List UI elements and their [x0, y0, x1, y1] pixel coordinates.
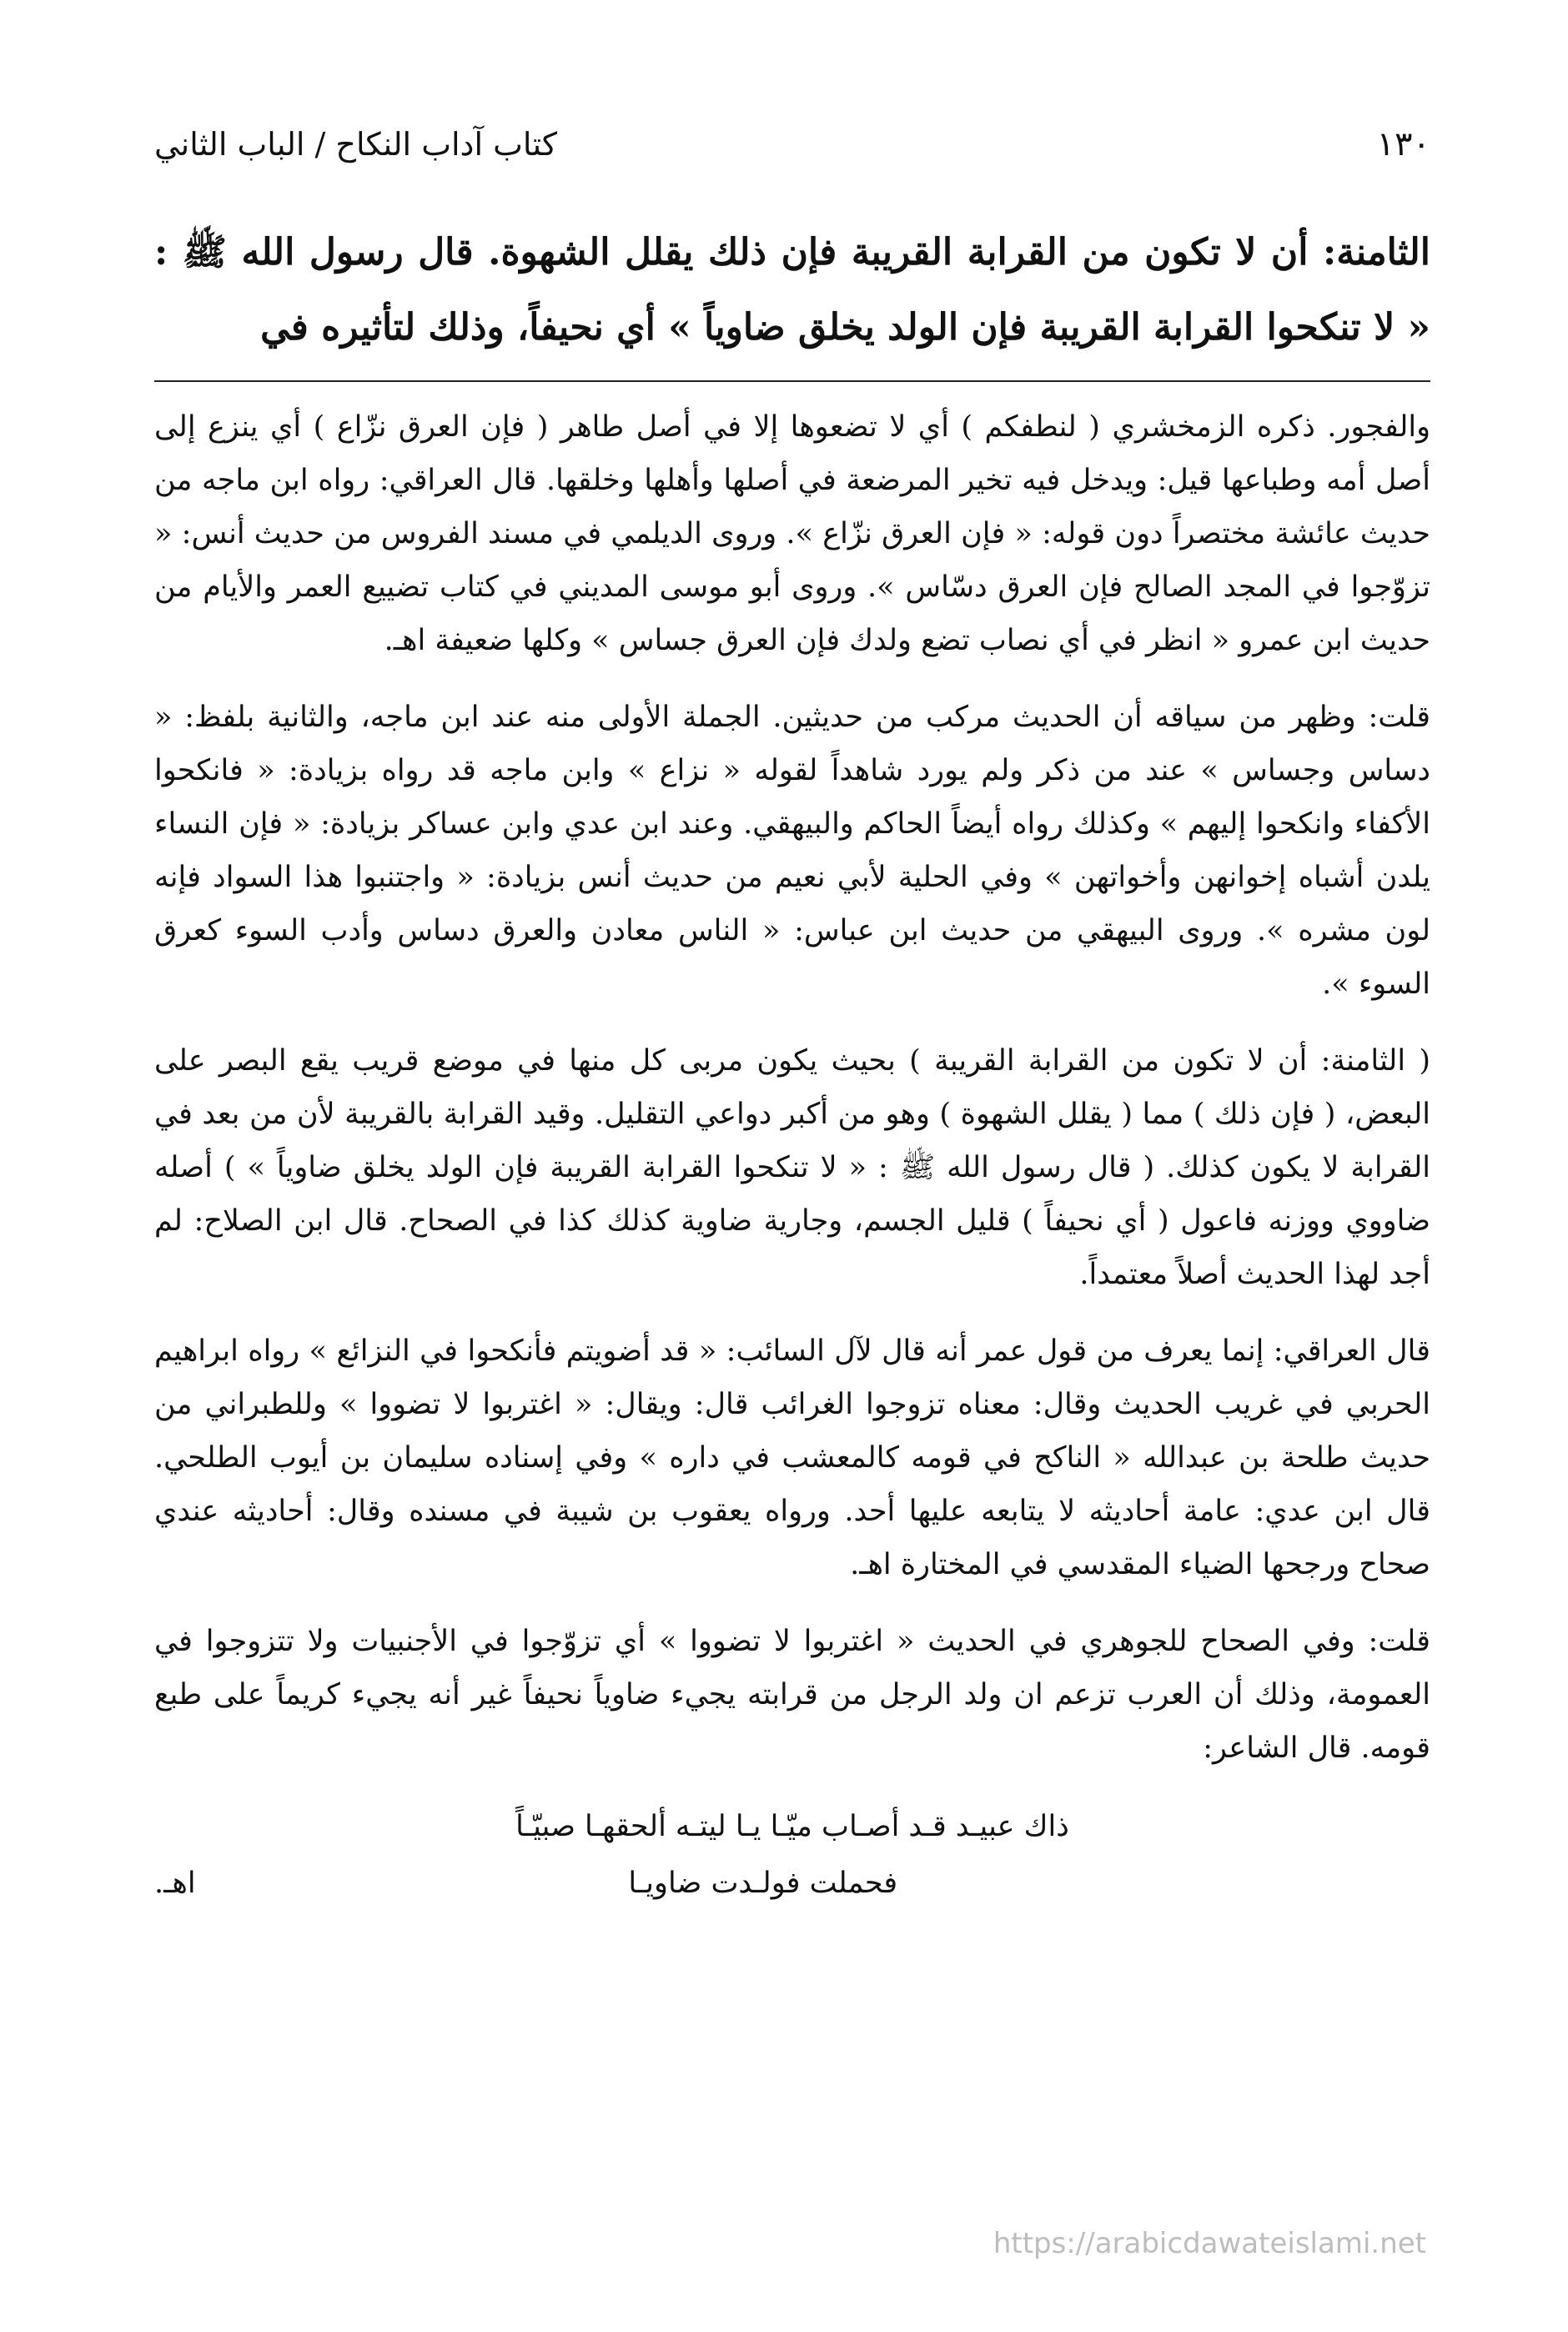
poem-ending: اهـ. [154, 1867, 196, 1900]
separator-rule [154, 380, 1430, 382]
main-text-body: أن لا تكون من القرابة القريبة فإن ذلك يقلل الشهوة. قال رسول الله ﷺ : « لا تنكحوا القرابة القريبة فإن الولد يخلق ضاوياً » أي نحيفاً، وذلك لتأثيره في [154, 231, 1430, 349]
running-title: كتاب آداب النكاح / الباب الثاني [154, 126, 557, 163]
poem-line: فحملت فولـدت ضاويـا [628, 1867, 898, 1900]
poem-line-row [154, 1855, 1430, 1912]
commentary-paragraph: ( الثامنة: أن لا تكون من القرابة القريبة ) بحيث يكون مربى كل منها في موضع قريب يقع البصر على البعض، ( فإن ذلك ) مما ( يقلل الشهوة ) وهو من أكبر دواعي التقليل. وقيد القرابة بالقريبة لأن من بعد في القرابة لا يكون كذلك. ( قال رسول الله ﷺ : « لا تنكحوا القرابة القريبة فإن الولد يخلق ضاوياً » ) أصله ضاووي ووزنه فاعول ( أي نحيفاً ) قليل الجسم، وجارية ضاوية كذلك كذا في الصحاح. قال ابن الصلاح: لم أجد لهذا الحديث أصلاً معتمداً. [154, 1044, 1430, 1291]
poem-line: ذاك عبيـد قـد أصـاب ميّـا يـا ليتـه ألحقهـا صبيّـاً [515, 1810, 1069, 1843]
page-header [154, 125, 1430, 200]
main-text-lead: الثامنة: [1323, 231, 1430, 274]
commentary-paragraph: قلت: وفي الصحاح للجوهري في الحديث « اغتربوا لا تضووا » أي تزوّجوا في الأجنبيات ولا تتزوجوا في العمومة، وذلك أن العرب تزعم ان ولد الرجل من قرابته يجيء ضاوياً نحيفاً غير أنه يجيء كريماً على طبع قومه. قال الشاعر: [154, 1625, 1430, 1765]
commentary-paragraph: قال العراقي: إنما يعرف من قول عمر أنه قال لآل السائب: « قد أضويتم فأنكحوا في النزائع » رواه ابراهيم الحربي في غريب الحديث وقال: معناه تزوجوا الغرائب قال: ويقال: « اغتربوا لا تضووا » وللطبراني من حديث طلحة بن عبدالله « الناكح في قومه كالمعشب في داره » وفي إسناده سليمان بن أيوب الطلحي. قال ابن عدي: عامة أحاديثه لا يتابعه عليها أحد. ورواه يعقوب بن شيبة في مسنده وقال: أحاديثه عندي صحاح ورجحها الضياء المقدسي في المختارة اهـ. [154, 1334, 1430, 1581]
page-number: ١٣٠ [1376, 125, 1430, 163]
poem-spacer [1330, 1855, 1430, 1912]
book-page [154, 125, 1430, 2294]
commentary [154, 400, 1430, 1775]
watermark-url: https://arabicdawateislami.net [993, 2227, 1426, 2260]
poem [154, 1798, 1430, 1912]
commentary-paragraph: قلت: وظهر من سياقه أن الحديث مركب من حديثين. الجملة الأولى منه عند ابن ماجه، والثانية بلفظ: « دساس وجساس » عند من ذكر ولم يورد شاهداً لقوله « نزاع » وابن ماجه قد رواه بزيادة: « فانكحوا الأكفاء وانكحوا إليهم » وكذلك رواه أيضاً الحاكم والبيهقي. وعند ابن عدي وابن عساكر بزيادة: « فإن النساء يلدن أشباه إخوانهن وأخواتهن » وفي الحلية لأبي نعيم من حديث أنس بزيادة: « واجتنبوا هذا السواد فإنه لون مشره ». وروى البيهقي من حديث ابن عباس: « الناس معادن والعرق دساس وأدب السوء كعرق السوء ». [154, 701, 1430, 1001]
main-text [154, 215, 1430, 365]
commentary-paragraph: والفجور. ذكره الزمخشري ( لنطفكم ) أي لا تضعوها إلا في أصل طاهر ( فإن العرق نزّاع ) أي ينزع إلى أصل أمه وطباعها قيل: ويدخل فيه تخير المرضعة في أصلها وأهلها وخلقها. قال العراقي: رواه ابن ماجه من حديث عائشة مختصراً دون قوله: « فإن العرق نزّاع ». وروى الديلمي في مسند الفروس من حديث أنس: « تزوّجوا في المجد الصالح فإن العرق دسّاس ». وروى أبو موسى المديني في كتاب تضييع العمر والأيام من حديث ابن عمرو « انظر في أي نصاب تضع ولدك فإن العرق جساس » وكلها ضعيفة اهـ. [154, 410, 1430, 657]
